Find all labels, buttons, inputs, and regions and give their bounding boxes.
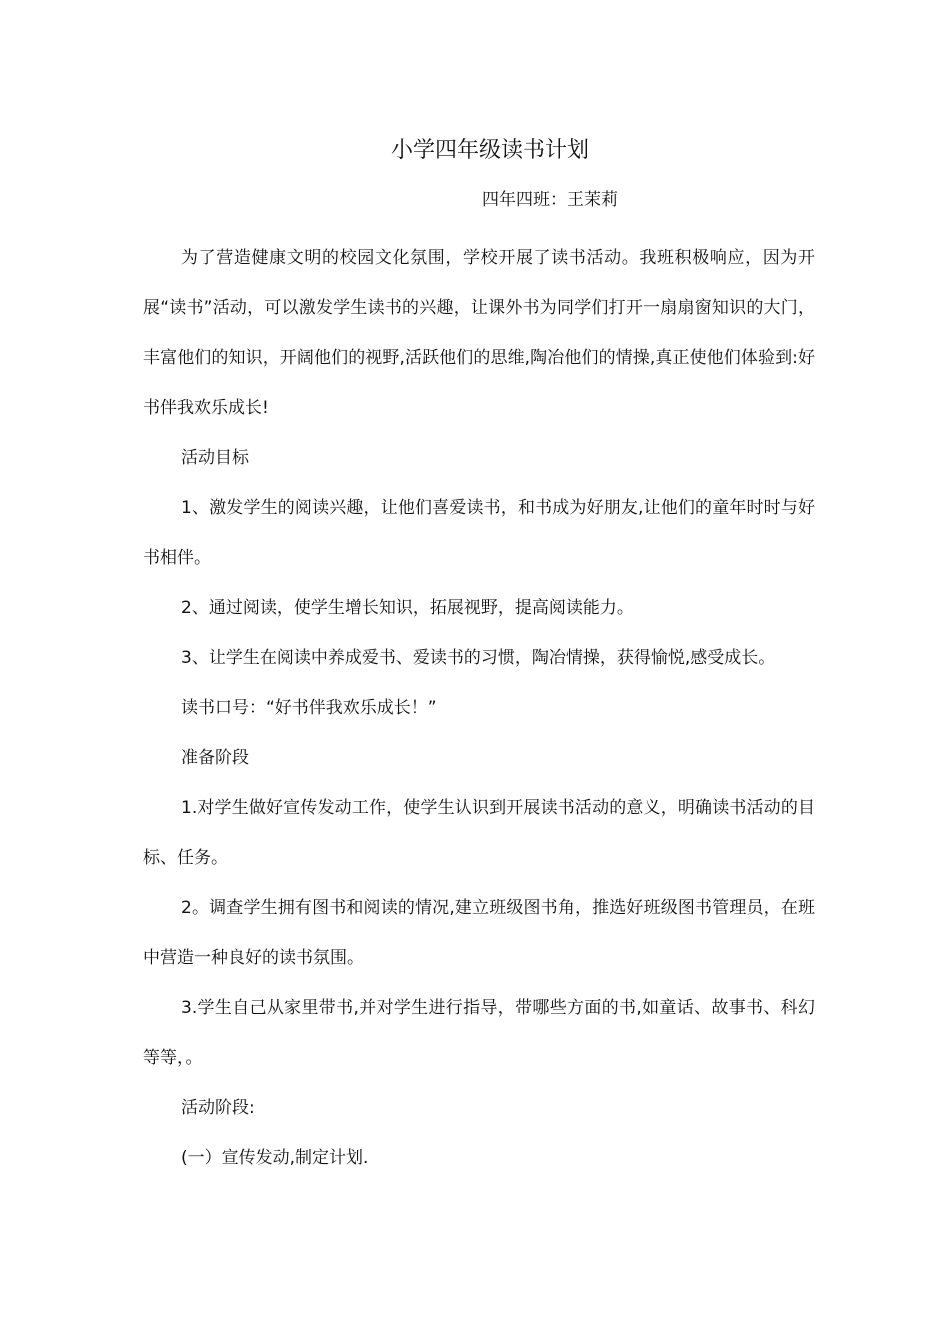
goal-item-2: 2、通过阅读，使学生增长知识，拓展视野，提高阅读能力。 [181,598,634,618]
slogan-line: 读书口号：“好书伴我欢乐成长！” [181,698,437,718]
preparation-item-1: 1.对学生做好宣传发动工作，使学生认识到开展读书活动的意义，明确读书活动的目标、任务。 [143,798,815,868]
activity-item-1: (一）宣传发动,制定计划. [181,1148,369,1168]
document-title: 小学四年级读书计划 [390,138,589,163]
goal-item-3: 3、让学生在阅读中养成爱书、爱读书的习惯，陶冶情操，获得愉悦,感受成长。 [181,648,776,668]
section-heading-goals: 活动目标 [181,448,249,468]
section-heading-activity: 活动阶段: [181,1098,255,1118]
author-line: 四年四班：王茉莉 [482,190,618,210]
section-heading-preparation: 准备阶段 [181,748,249,768]
intro-paragraph: 为了营造健康文明的校园文化氛围，学校开展了读书活动。我班积极响应，因为开展“读书”活动，可以激发学生读书的兴趣，让课外书为同学们打开一扇扇窗知识的大门，丰富他们的知识，开阔他们的视野,活跃他们的思维,陶冶他们的情操,真正使他们体验到:好书伴我欢乐成长! [143,248,815,418]
document-body [143,233,815,1183]
goal-item-1: 1、激发学生的阅读兴趣，让他们喜爱读书，和书成为好朋友,让他们的童年时时与好书相伴。 [143,498,815,568]
preparation-item-2: 2。调查学生拥有图书和阅读的情况,建立班级图书角，推选好班级图书管理员，在班中营造一种良好的读书氛围。 [143,898,815,968]
preparation-item-3: 3.学生自己从家里带书,并对学生进行指导，带哪些方面的书,如童话、故事书、科幻等等，。 [143,998,815,1068]
